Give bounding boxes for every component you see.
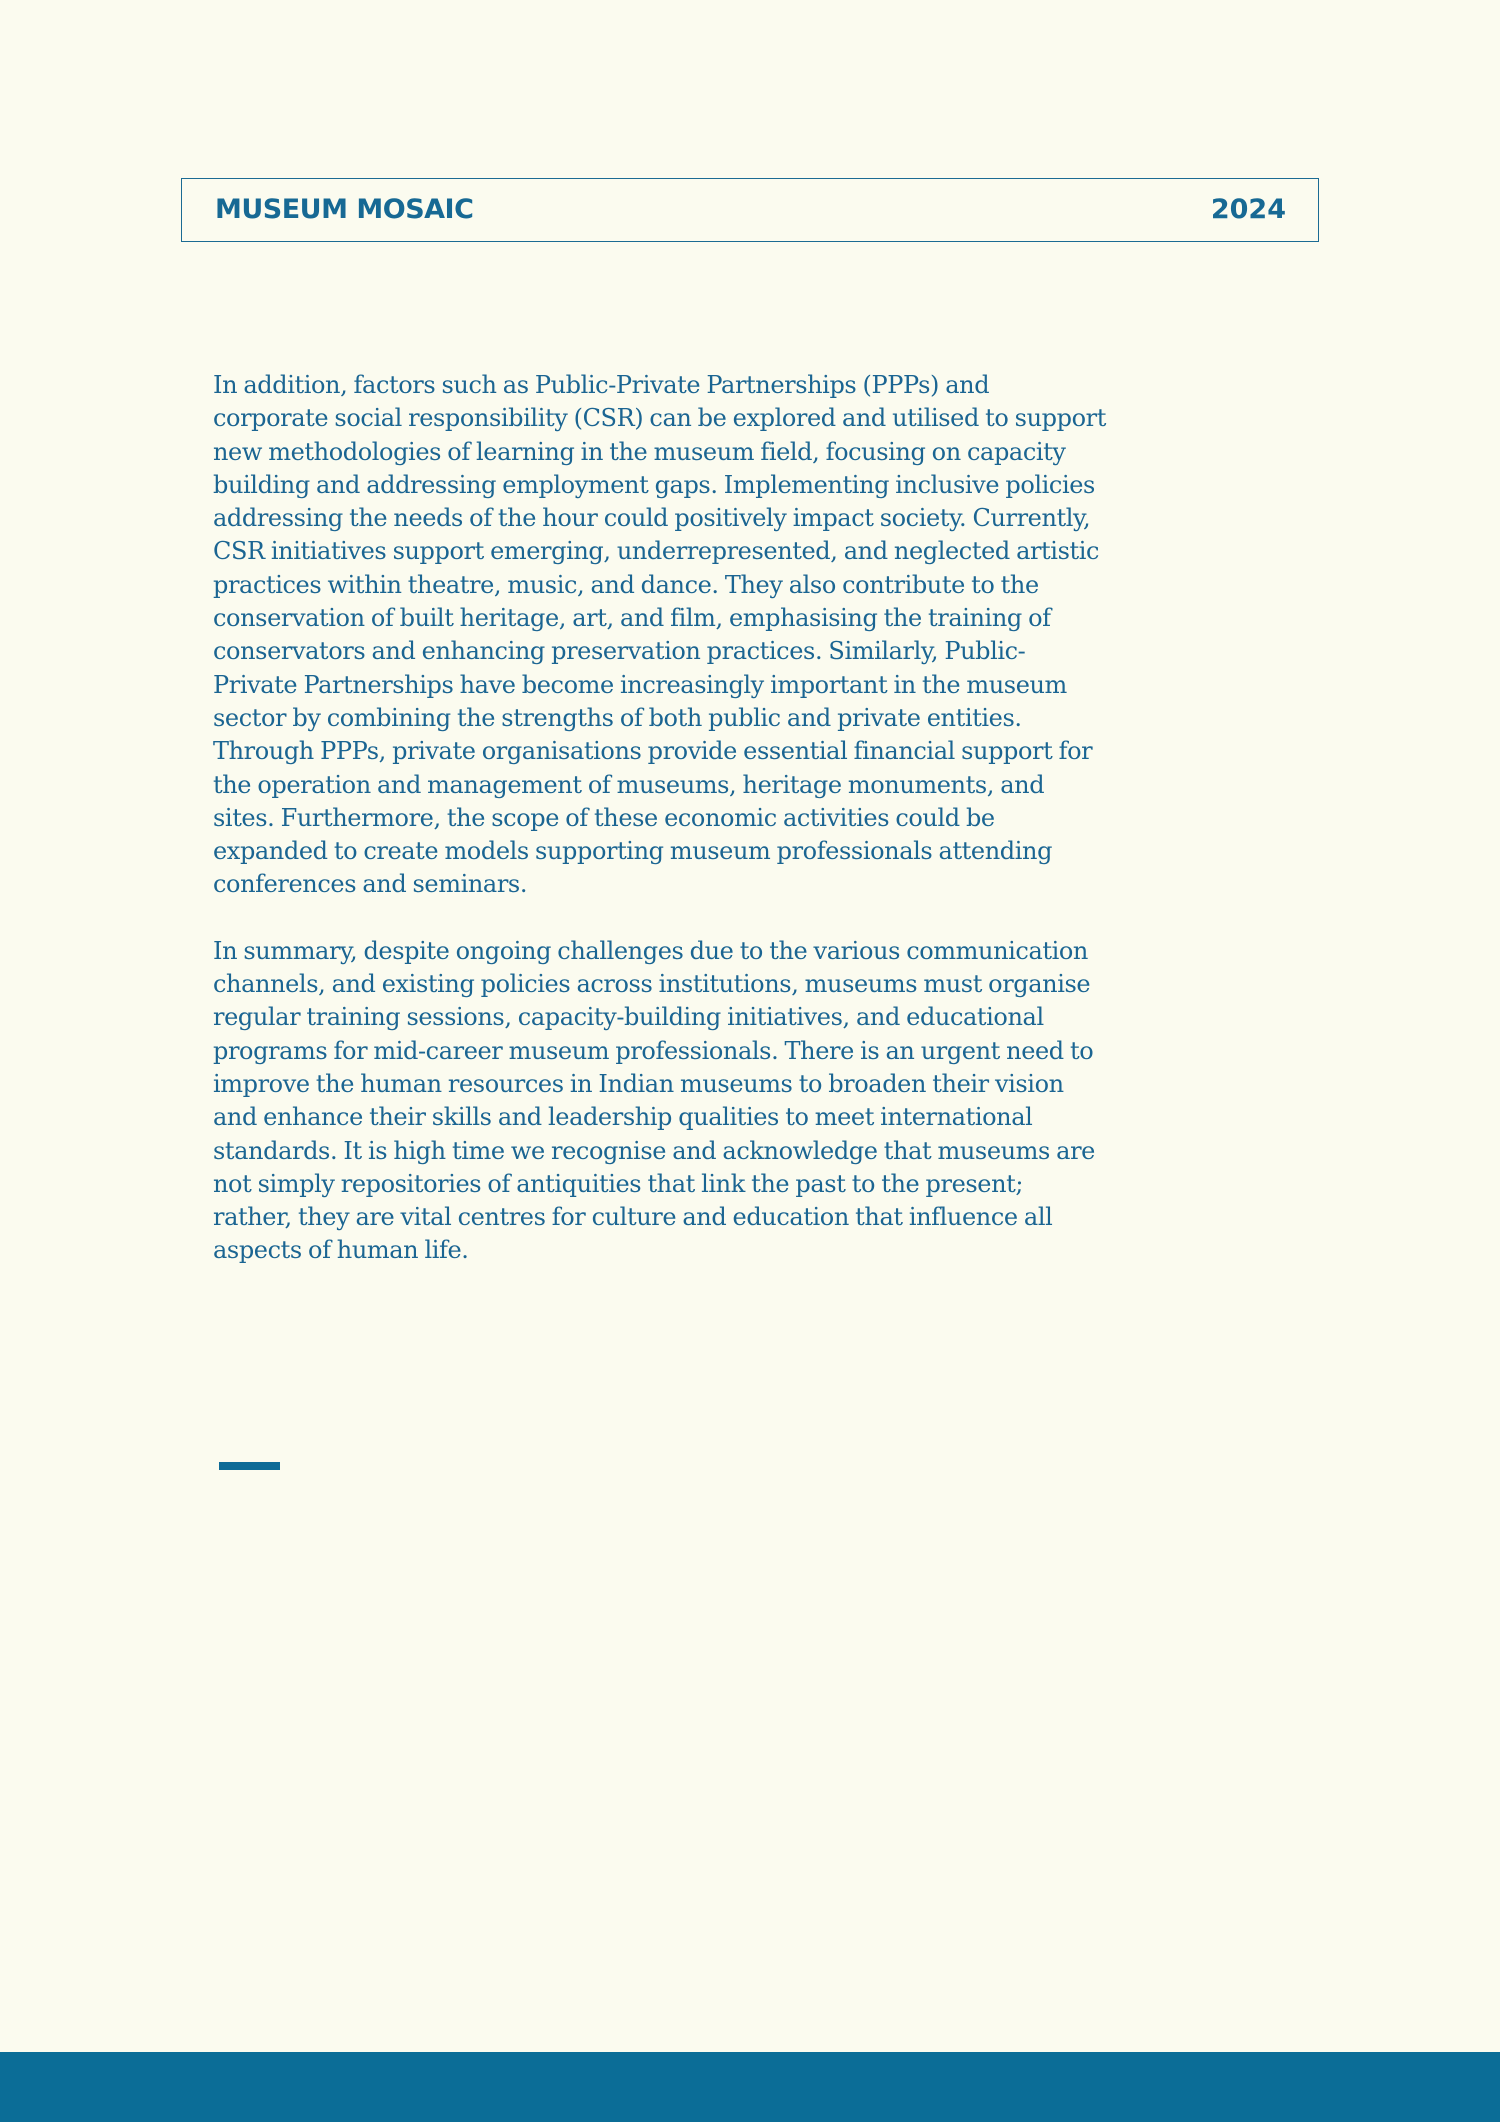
publication-title: MUSEUM MOSAIC [215,194,474,225]
body-paragraph: In addition, factors such as Public-Private Partnerships (PPPs) and corporate social responsibility (CSR) can be explored and utilised to support new methodologies of learning in the museum field, focusing on capacity building and addressing employment gaps. Implementing inclusive policies addressing the needs of the hour could positively impact society. Currently, CSR initiatives support emerging, underrepresented, and neglected artistic practices within theatre, music, and dance. They also contribute to the conservation of built heritage, art, and film, emphasising the training of conservators and enhancing preservation practices. Similarly, Public-Private Partnerships have become increasingly important in the museum sector by combining the strengths of both public and private entities. Through PPPs, private organisations provide essential financial support for the operation and management of museums, heritage monuments, and sites. Furthermore, the scope of these economic activities could be expanded to create models supporting museum professionals attending conferences and seminars. [213,371,1106,899]
section-end-divider [219,1462,280,1470]
body-paragraph: In summary, despite ongoing challenges due to the various communication channels, and existing policies across institutions, museums must organise regular training sessions, capacity-building initiatives, and educational programs for mid-career museum professionals. There is an urgent need to improve the human resources in Indian museums to broaden their vision and enhance their skills and leadership qualities to meet international standards. It is high time we recognise and acknowledge that museums are not simply repositories of antiquities that link the past to the present; rather, they are vital centres for culture and education that influence all aspects of human life. [213,936,1095,1265]
running-header [181,178,1319,242]
publication-year: 2024 [1210,194,1286,225]
article-body [213,369,1108,1301]
footer-band [0,2052,1500,2122]
